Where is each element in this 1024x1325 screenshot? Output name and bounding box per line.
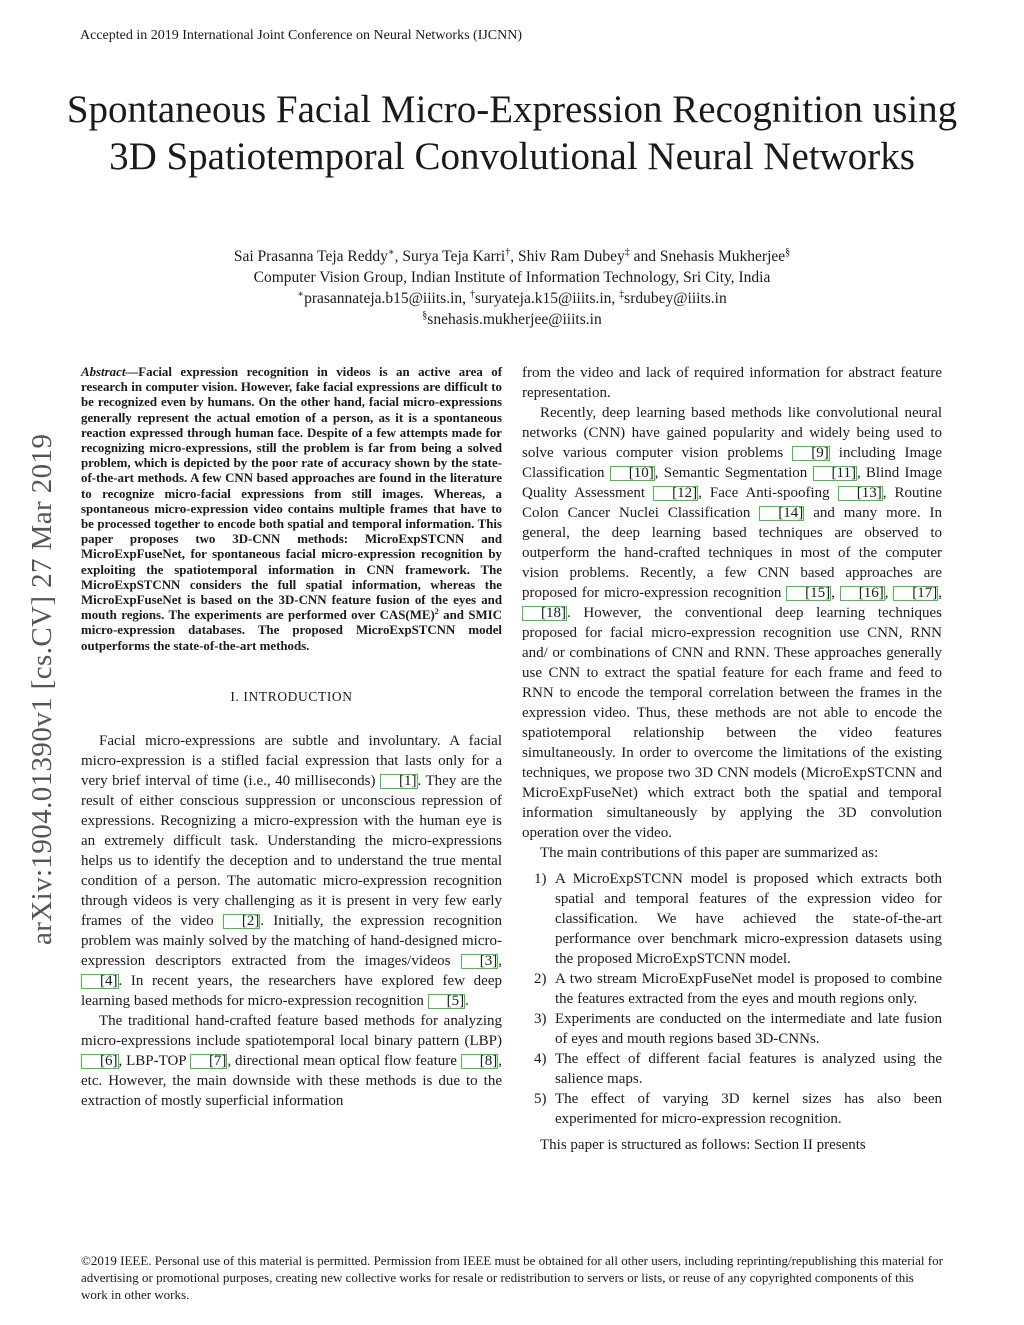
body-paragraph: This paper is structured as follows: Section II presents xyxy=(540,1137,866,1153)
author-names: Sai Prasanna Teja Reddy∗, Surya Teja Karri†, Shiv Ram Dubey‡ and Snehasis Mukherjee§ xyxy=(233,247,791,265)
list-item-text: A two stream MicroExpFuseNet model is proposed to combine the features extracted from the eyes and mouth regions only. xyxy=(555,971,942,1007)
citation-link[interactable]: [2] xyxy=(223,914,261,929)
citation-link[interactable]: [10] xyxy=(610,466,655,481)
copyright-text: 2019 IEEE. Personal use of this material is permitted. Permission from IEEE must be obtained for all other users, including reprinting/republishing this material for advertising or promotional purposes, creating new collective works for resale or redistribution to servers or lists, or reuse of any copyrighted components of this work in other works. xyxy=(81,1253,943,1302)
intro-paragraph: The traditional hand-crafted feature based methods for analyzing micro-expressions include spatiotemporal local binary pattern (LBP) [6], LBP-TOP [7], directional mean optical flow feature [8], etc. However, the main downside with these methods is due to the extraction of mostly superficial information xyxy=(81,1012,502,1109)
contributions-list xyxy=(522,869,942,1129)
citation-link[interactable]: [9] xyxy=(792,446,830,461)
author-name: Snehasis Mukherjee xyxy=(659,248,786,265)
citation-link[interactable]: [11] xyxy=(813,466,857,481)
copyright-icon: © xyxy=(81,1253,91,1268)
list-item-text: The effect of different facial features is analyzed using the salience maps. xyxy=(555,1051,942,1087)
list-item xyxy=(522,869,942,969)
author-mark: § xyxy=(785,247,791,258)
citation-link[interactable]: [16] xyxy=(840,586,885,601)
abstract: Abstract—Facial expression recognition in videos is an active area of research in computer vision. However, fake facial expressions are difficult to be recognized even by humans. On the other hand, facial micro-expressions generally represent the actual emotion of a person, as it is a spontaneous reaction expressed through human face. Despite of a few attempts made for recognizing micro-expressions, still the problem is far from being a solved problem, which is depicted by the poor rate of accuracy shown by the state-of-the-art methods. A few CNN based approaches are found in the literature to recognize micro-facial expressions from still images. Whereas, a spontaneous micro-expression video contains multiple frames that have to be processed together to encode both spatial and temporal information. This paper proposes two 3D-CNN methods: MicroExpSTCNN and MicroExpFuseNet, for spontaneous facial micro-expression recognition by exploiting the spatiotemporal information in CNN framework. The MicroExpSTCNN considers the full spatial information, whereas the MicroExpFuseNet is based on the 3D-CNN feature fusion of the eyes and mouth regions. The experiments are performed over CAS(ME)$^2$ and SMIC micro-expression databases. The proposed MicroExpSTCNN model outperforms the state-of-the-art methods. xyxy=(81,365,502,653)
copyright-notice xyxy=(81,1252,943,1303)
author-mark: † xyxy=(505,247,511,258)
email-mark: † xyxy=(469,289,475,300)
contributions-intro: The main contributions of this paper are summarized as: xyxy=(540,845,879,861)
citation-link[interactable]: [5] xyxy=(428,994,466,1009)
citation-link[interactable]: [3] xyxy=(461,954,499,969)
list-item-text: A MicroExpSTCNN model is proposed which extracts both spatial and temporal features of the expression video for classification. We have achieved the state-of-the-art performance over benchmark micro-expression datasets using the proposed MicroExpSTCNN model. xyxy=(555,871,942,967)
author-block xyxy=(60,246,964,330)
author-name: Sai Prasanna Teja Reddy xyxy=(233,248,388,265)
abstract-superscript: 2 xyxy=(434,607,439,617)
author-name: Surya Teja Karri xyxy=(402,248,506,265)
list-number: 5) xyxy=(534,1091,547,1107)
paper-title: Spontaneous Facial Micro-Expression Recognition using 3D Spatiotemporal Convolutional Neural Networks xyxy=(66,88,958,178)
intro-paragraph: Facial micro-expressions are subtle and involuntary. A facial micro-expression is a stifled facial expression that lasts only for a very brief interval of time (i.e., 40 milliseconds) [1]. They are the result of either conscious suppression or unconscious repression of expressions. Recognizing a micro-expression with the human eye is an extremely difficult task. Understanding the micro-expressions helps us to identify the deception and to understand the true mental condition of a person. The automatic micro-expression recognition through videos is very challenging as it is present in very few early frames of the video [2]. Initially, the expression recognition problem was mainly solved by the matching of hand-designed micro-expression descriptors extracted from the images/videos [3], [4]. In recent years, the researchers have explored few deep learning based methods for micro-expression recognition [5]. xyxy=(81,732,502,1009)
citation-link[interactable]: [4] xyxy=(81,974,119,989)
citation-link[interactable]: [14] xyxy=(759,506,804,521)
author-email[interactable]: snehasis.mukherjee@iiits.in xyxy=(427,311,602,328)
section-heading: I. INTRODUCTION xyxy=(230,688,353,704)
author-name: Shiv Ram Dubey xyxy=(517,248,625,265)
list-item xyxy=(522,1089,942,1129)
email-line: ∗prasannateja.b15@iiits.in, †suryateja.k15@iiits.in, ‡srdubey@iiits.in xyxy=(297,289,727,307)
citation-link[interactable]: [8] xyxy=(461,1054,499,1069)
list-number: 2) xyxy=(534,971,547,987)
email-mark: ‡ xyxy=(619,289,625,300)
list-number: 1) xyxy=(534,871,547,887)
list-item xyxy=(522,969,942,1009)
email-mark: § xyxy=(422,310,428,321)
email-mark: ∗ xyxy=(297,289,305,300)
abstract-lead: Abstract xyxy=(81,365,126,379)
body-paragraph: Recently, deep learning based methods like convolutional neural networks (CNN) have gained popularity and widely being used to solve various computer vision problems [9] including Image Classification [10], Semantic Segmentation [11], Blind Image Quality Assessment [12], Face Anti-spoofing [13], Routine Colon Cancer Nuclei Classification [14] and many more. In general, the deep learning based techniques are observed to outperform the hand-crafted techniques in most of the computer vision problems. Recently, a few CNN based approaches are proposed for micro-expression recognition [15], [16], [17], [18]. However, the conventional deep learning techniques proposed for facial micro-expression recognition use CNN, RNN and/ or combinations of CNN and RNN. These approaches generally use CNN to extract the spatial feature for each frame and feed to RNN to encode the temporal correlation between the frames in the expression video. Thus, these methods are not able to encode the spatiotemporal relationship between the video features simultaneously. In order to overcome the limitations of the existing techniques, we propose two 3D CNN models (MicroExpSTCNN and MicroExpFuseNet) which extract both the spatial and temporal information simultaneously by applying the 3D convolution operation over the video. xyxy=(522,405,943,841)
list-item xyxy=(522,1009,942,1049)
conference-note: Accepted in 2019 International Joint Conference on Neural Networks (IJCNN) xyxy=(80,28,523,43)
right-column xyxy=(522,363,942,1155)
citation-link[interactable]: [7] xyxy=(190,1054,228,1069)
citation-link[interactable]: [15] xyxy=(786,586,831,601)
affiliation: Computer Vision Group, Indian Institute of Information Technology, Sri City, India xyxy=(253,269,771,286)
list-item-text: The effect of varying 3D kernel sizes has also been experimented for micro-expression recognition. xyxy=(555,1091,942,1127)
author-mark: ‡ xyxy=(624,247,630,258)
citation-link[interactable]: [13] xyxy=(838,486,883,501)
citation-link[interactable]: [17] xyxy=(893,586,938,601)
list-item xyxy=(522,1049,942,1089)
author-email[interactable]: suryateja.k15@iiits.in xyxy=(474,290,612,307)
list-number: 3) xyxy=(534,1011,547,1027)
citation-link[interactable]: [1] xyxy=(380,774,418,789)
arxiv-stamp: arXiv:1904.01390v1 [cs.CV] 27 Mar 2019 xyxy=(26,433,58,945)
citation-link[interactable]: [6] xyxy=(81,1054,119,1069)
left-column xyxy=(81,365,502,1111)
list-number: 4) xyxy=(534,1051,547,1067)
author-mark: ∗ xyxy=(387,247,395,258)
author-email[interactable]: prasannateja.b15@iiits.in xyxy=(304,290,463,307)
author-email[interactable]: srdubey@iiits.in xyxy=(624,290,727,307)
email-line xyxy=(60,309,964,330)
list-item-text: Experiments are conducted on the intermediate and late fusion of eyes and mouth regions based 3D-CNNs. xyxy=(555,1011,942,1047)
citation-link[interactable]: [18] xyxy=(522,606,567,621)
citation-link[interactable]: [12] xyxy=(653,486,698,501)
continued-paragraph: from the video and lack of required information for abstract feature representation. xyxy=(522,365,942,401)
